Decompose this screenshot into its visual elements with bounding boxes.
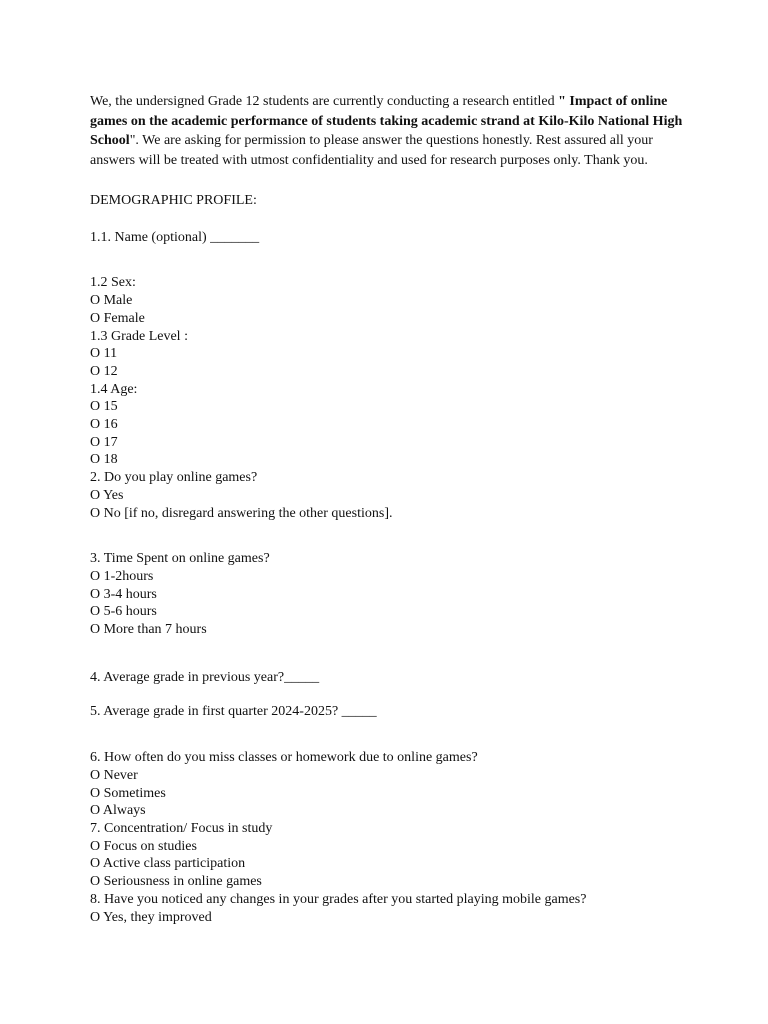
time-spent-question: 3. Time Spent on online games? (90, 551, 270, 567)
age-question: 1.4 Age: (90, 381, 138, 397)
play-games-option: O Yes (90, 487, 124, 503)
age-option: O 17 (90, 434, 118, 450)
time-spent-option: O 5-6 hours (90, 604, 157, 620)
concentration-option: O Active class participation (90, 856, 246, 872)
sex-option: O Female (90, 310, 145, 326)
concentration-option: O Focus on studies (90, 838, 197, 854)
grade-level-option: O 12 (90, 363, 118, 379)
document-page (90, 92, 690, 926)
time-spent-option: O 3-4 hours (90, 586, 157, 602)
age-option: O 16 (90, 417, 118, 433)
first-quarter-grade-question: 5. Average grade in first quarter 2024-2025? _____ (90, 704, 377, 720)
research-title: " Impact of online games on the academic performance of students taking academic strand at Kilo-Kilo National High School (90, 94, 683, 148)
intro-prefix: We, the undersigned Grade 12 students are currently conducting a research entitled (90, 94, 559, 109)
time-spent-option: O 1-2hours (90, 568, 154, 584)
miss-classes-option: O Always (90, 803, 146, 819)
play-games-option: O No [if no, disregard answering the other questions]. (90, 505, 393, 521)
miss-classes-question: 6. How often do you miss classes or homework due to online games? (90, 750, 478, 766)
intro-paragraph (90, 92, 690, 170)
concentration-option: O Seriousness in online games (90, 874, 262, 890)
grade-changes-question: 8. Have you noticed any changes in your grades after you started playing mobile games? (90, 891, 587, 907)
sex-question: 1.2 Sex: (90, 275, 136, 291)
age-option: O 18 (90, 452, 118, 468)
intro-suffix: ". We are asking for permission to please answer the questions honestly. Rest assured all your answers will be treated with utmost confidentiality and used for research purposes only. Thank you. (90, 133, 653, 168)
age-option: O 15 (90, 399, 118, 415)
time-spent-option: O More than 7 hours (90, 622, 207, 638)
previous-grade-question: 4. Average grade in previous year?_____ (90, 669, 320, 685)
play-games-question: 2. Do you play online games? (90, 470, 258, 486)
miss-classes-option: O Never (90, 767, 138, 783)
sex-option: O Male (90, 293, 133, 309)
miss-classes-option: O Sometimes (90, 785, 166, 801)
grade-level-option: O 11 (90, 346, 118, 362)
grade-changes-option: O Yes, they improved (90, 909, 212, 925)
name-question: 1.1. Name (optional) _______ (90, 229, 260, 245)
concentration-question: 7. Concentration/ Focus in study (90, 820, 273, 836)
grade-level-question: 1.3 Grade Level : (90, 328, 188, 344)
section-heading: DEMOGRAPHIC PROFILE: (90, 193, 257, 208)
